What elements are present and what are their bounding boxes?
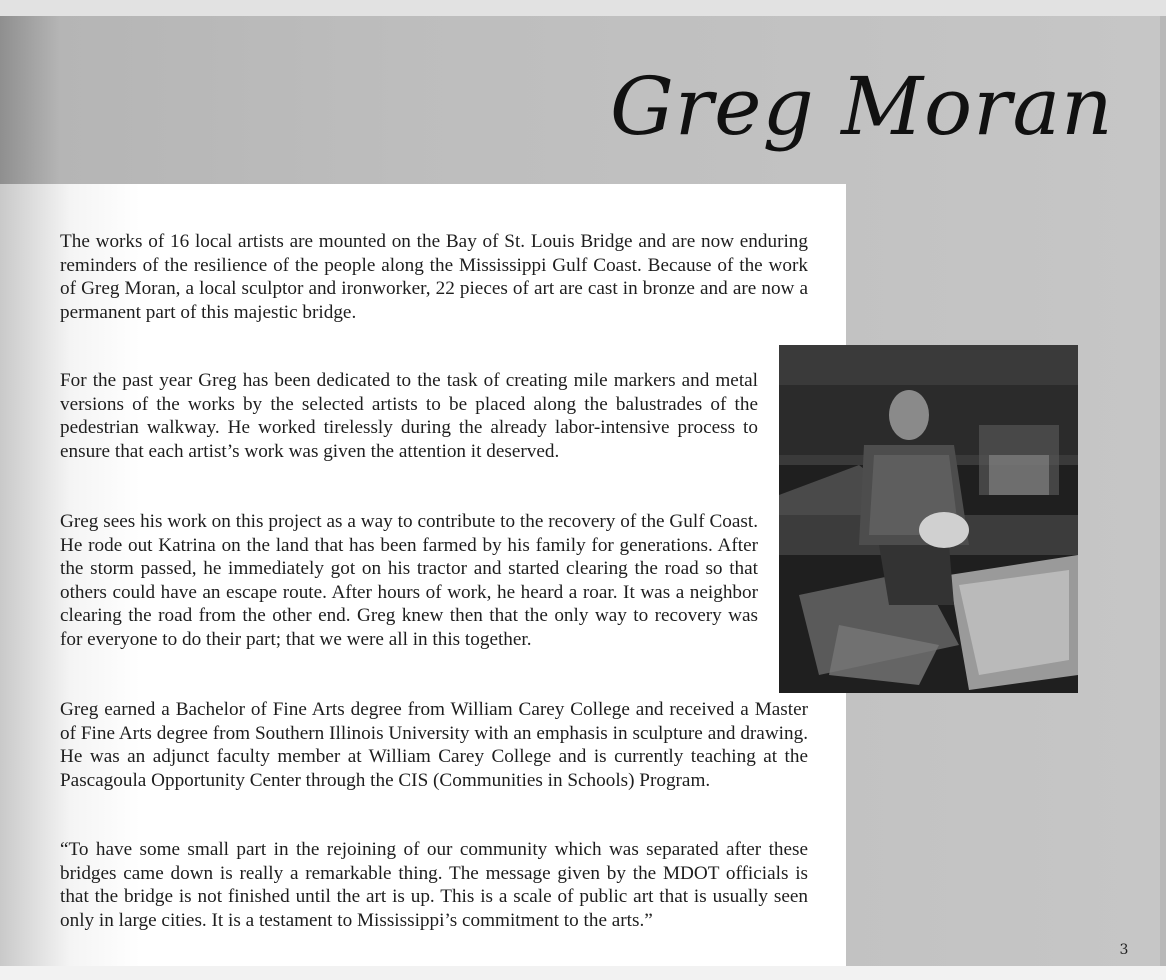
- page-bottom-edge: [0, 966, 1166, 980]
- artist-photo: [779, 345, 1078, 693]
- page-title: Greg Moran: [610, 60, 1114, 153]
- paragraph-quote: “To have some small part in the rejoining of our community which was separated after these bridges came down is really a remarkable thing. The message given by the MDOT officials is that the bridge is not finished until the art is up. This is a scale of public art that is usually seen only in large cities. It is a testament to Mississippi’s commitment to the arts.”: [60, 839, 808, 931]
- paragraph-intro: The works of 16 local artists are mounted on the Bay of St. Louis Bridge and are now enduring reminders of the resilience of the people along the Mississippi Gulf Coast. Because of the work of Greg Moran, a local sculptor and ironworker, 22 pieces of art are cast in bronze and are now a permanent part of this majestic bridge.: [60, 231, 808, 323]
- page-number: 3: [1119, 942, 1129, 958]
- paragraph-project: For the past year Greg has been dedicated to the task of creating mile markers and metal versions of the works by the selected artists to be placed along the balustrades of the pedestrian walkway. He worked tirelessly during the already labor-intensive process to ensure that each artist’s work was given the attention it deserved.: [60, 370, 758, 462]
- page-top-edge: [0, 0, 1166, 16]
- paragraph-katrina: Greg sees his work on this project as a way to contribute to the recovery of the Gulf Coast. He rode out Katrina on the land that has been farmed by his family for generations. After the storm passed, he immediately got on his tractor and started clearing the road so that others could have an escape route. After hours of work, he heard a roar. It was a neighbor clearing the road from the other end. Greg knew then that the only way to recovery was for everyone to do their part; that we were all in this together.: [60, 511, 758, 650]
- paragraph-education: Greg earned a Bachelor of Fine Arts degree from William Carey College and received a Master of Fine Arts degree from Southern Illinois University with an emphasis in sculpture and drawing. He was an adjunct faculty member at William Carey College and is currently teaching at the Pascagoula Opportunity Center through the CIS (Communities in Schools) Program.: [60, 699, 808, 791]
